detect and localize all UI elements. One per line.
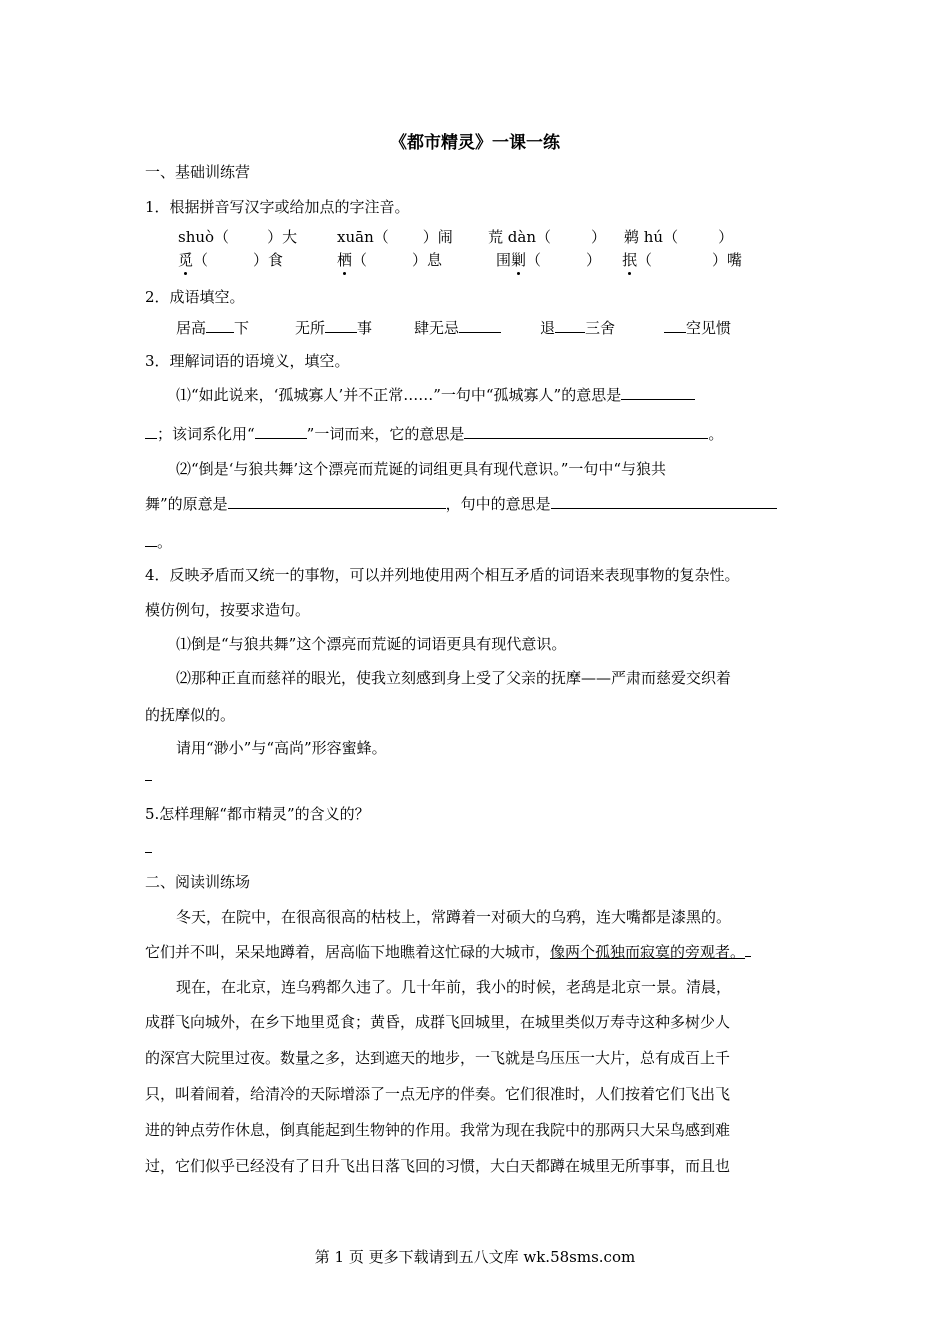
- q5-answer-line: [145, 852, 152, 853]
- reading-p1-line2: 它们并不叫，呆呆地蹲着，居高临下地瞧着这忙碌的大城市，像两个孤独而寂寞的旁观者。: [145, 942, 751, 962]
- page-footer: 第 1 页 更多下载请到五八文库 wk.58sms.com: [314, 1248, 636, 1266]
- q3-part2-line2: 舞”的原意是 ，句中的意思是: [145, 494, 777, 514]
- q3-part1-line1: ⑴“如此说来，‘孤城寡人’并不正常……”一句中“孤城寡人”的意思是: [176, 385, 695, 405]
- reading-p2-line1: 现在，在北京，连乌鸦都久违了。几十年前，我小的时候，老鸹是北京一景。清晨，: [176, 978, 732, 996]
- reading-p2-line2: 成群飞向城外，在乡下地里觅食；黄昏，成群飞回城里，在城里类似万寿寺这种多树少人: [145, 1013, 731, 1031]
- page-title: 《都市精灵》一课一练: [390, 133, 560, 153]
- q4-answer-line: [145, 780, 152, 781]
- q1-item-dan: 荒 dàn（ ）: [488, 228, 606, 246]
- section-heading-reading: 二、阅读训练场: [145, 873, 251, 891]
- q1-item-qi: 栖（ ）息: [337, 251, 443, 269]
- q4-line2: 模仿例句，按要求造句。: [145, 601, 311, 619]
- idiom-5: 空见惯: [664, 318, 731, 338]
- q3-part2-line1: ⑵“倒是‘与狼共舞’这个漂亮而荒诞的词组更具有现代意识。”一句中“与狼共: [176, 460, 667, 478]
- underlined-sentence: 像两个孤独而寂寞的旁观者。: [550, 943, 746, 961]
- q1-item-hu: 鹈 hú（ ）: [624, 228, 734, 246]
- reading-p2-line5: 进的钟点劳作休息，倒真能起到生物钟的作用。我常为现在我院中的那两只大呆鸟感到难: [145, 1121, 731, 1139]
- idiom-4: 退 三舍: [540, 319, 616, 337]
- reading-p2-line3: 的深宫大院里过夜。数量之多，达到遮天的地步，一飞就是乌压压一大片，总有成百上千: [145, 1049, 731, 1067]
- q3-part2-line3: 。: [145, 532, 172, 552]
- q2-prompt: 2．成语填空。: [145, 288, 245, 306]
- reading-p2-line4: 只，叫着闹着，给清冷的天际增添了一点无序的伴奏。它们很准时，人们按着它们飞出飞: [145, 1085, 731, 1103]
- q5-prompt: 5.怎样理解“都市精灵”的含义的？: [145, 805, 370, 823]
- section-heading-basic: 一、基础训练营: [145, 163, 251, 181]
- idiom-3: 肆无忌: [414, 318, 501, 338]
- q4-example1: ⑴倒是“与狼共舞”这个漂亮而荒诞的词语更具有现代意识。: [176, 635, 567, 653]
- idiom-2: 无所 事: [295, 319, 373, 337]
- q4-task: 请用“渺小”与“高尚”形容蜜蜂。: [176, 739, 387, 757]
- q4-line1: 4．反映矛盾而又统一的事物，可以并列地使用两个相互矛盾的词语来表现事物的复杂性。: [145, 566, 740, 584]
- q1-item-shuo: shuò（ ）大: [178, 228, 298, 246]
- q1-item-min: 抿（ ）嘴: [622, 251, 743, 269]
- q4-example2-line1: ⑵那种正直而慈祥的眼光，使我立刻感到身上受了父亲的抚摩——严肃而慈爱交织着: [176, 669, 732, 687]
- q4-example2-line2: 的抚摩似的。: [145, 706, 236, 724]
- reading-p1-line1: 冬天，在院中，在很高很高的枯枝上，常蹲着一对硕大的乌鸦，连大嘴都是漆黑的。: [176, 908, 732, 926]
- q1-item-mi: 觅（ ）食: [178, 251, 284, 269]
- q3-prompt: 3．理解词语的语境义，填空。: [145, 352, 350, 370]
- reading-p2-line6: 过，它们似乎已经没有了日升飞出日落飞回的习惯，大白天都蹲在城里无所事事，而且也: [145, 1157, 731, 1175]
- q1-prompt: 1．根据拼音写汉字或给加点的字注音。: [145, 198, 410, 216]
- q1-item-jiao: 围剿（ ）: [496, 251, 602, 269]
- idiom-1: 居高 下: [176, 319, 250, 337]
- q3-part1-line2: ；该词系化用“ ”一词而来，它的意思是 。: [145, 424, 723, 444]
- q1-item-xuan: xuān（ ）闹: [337, 228, 453, 246]
